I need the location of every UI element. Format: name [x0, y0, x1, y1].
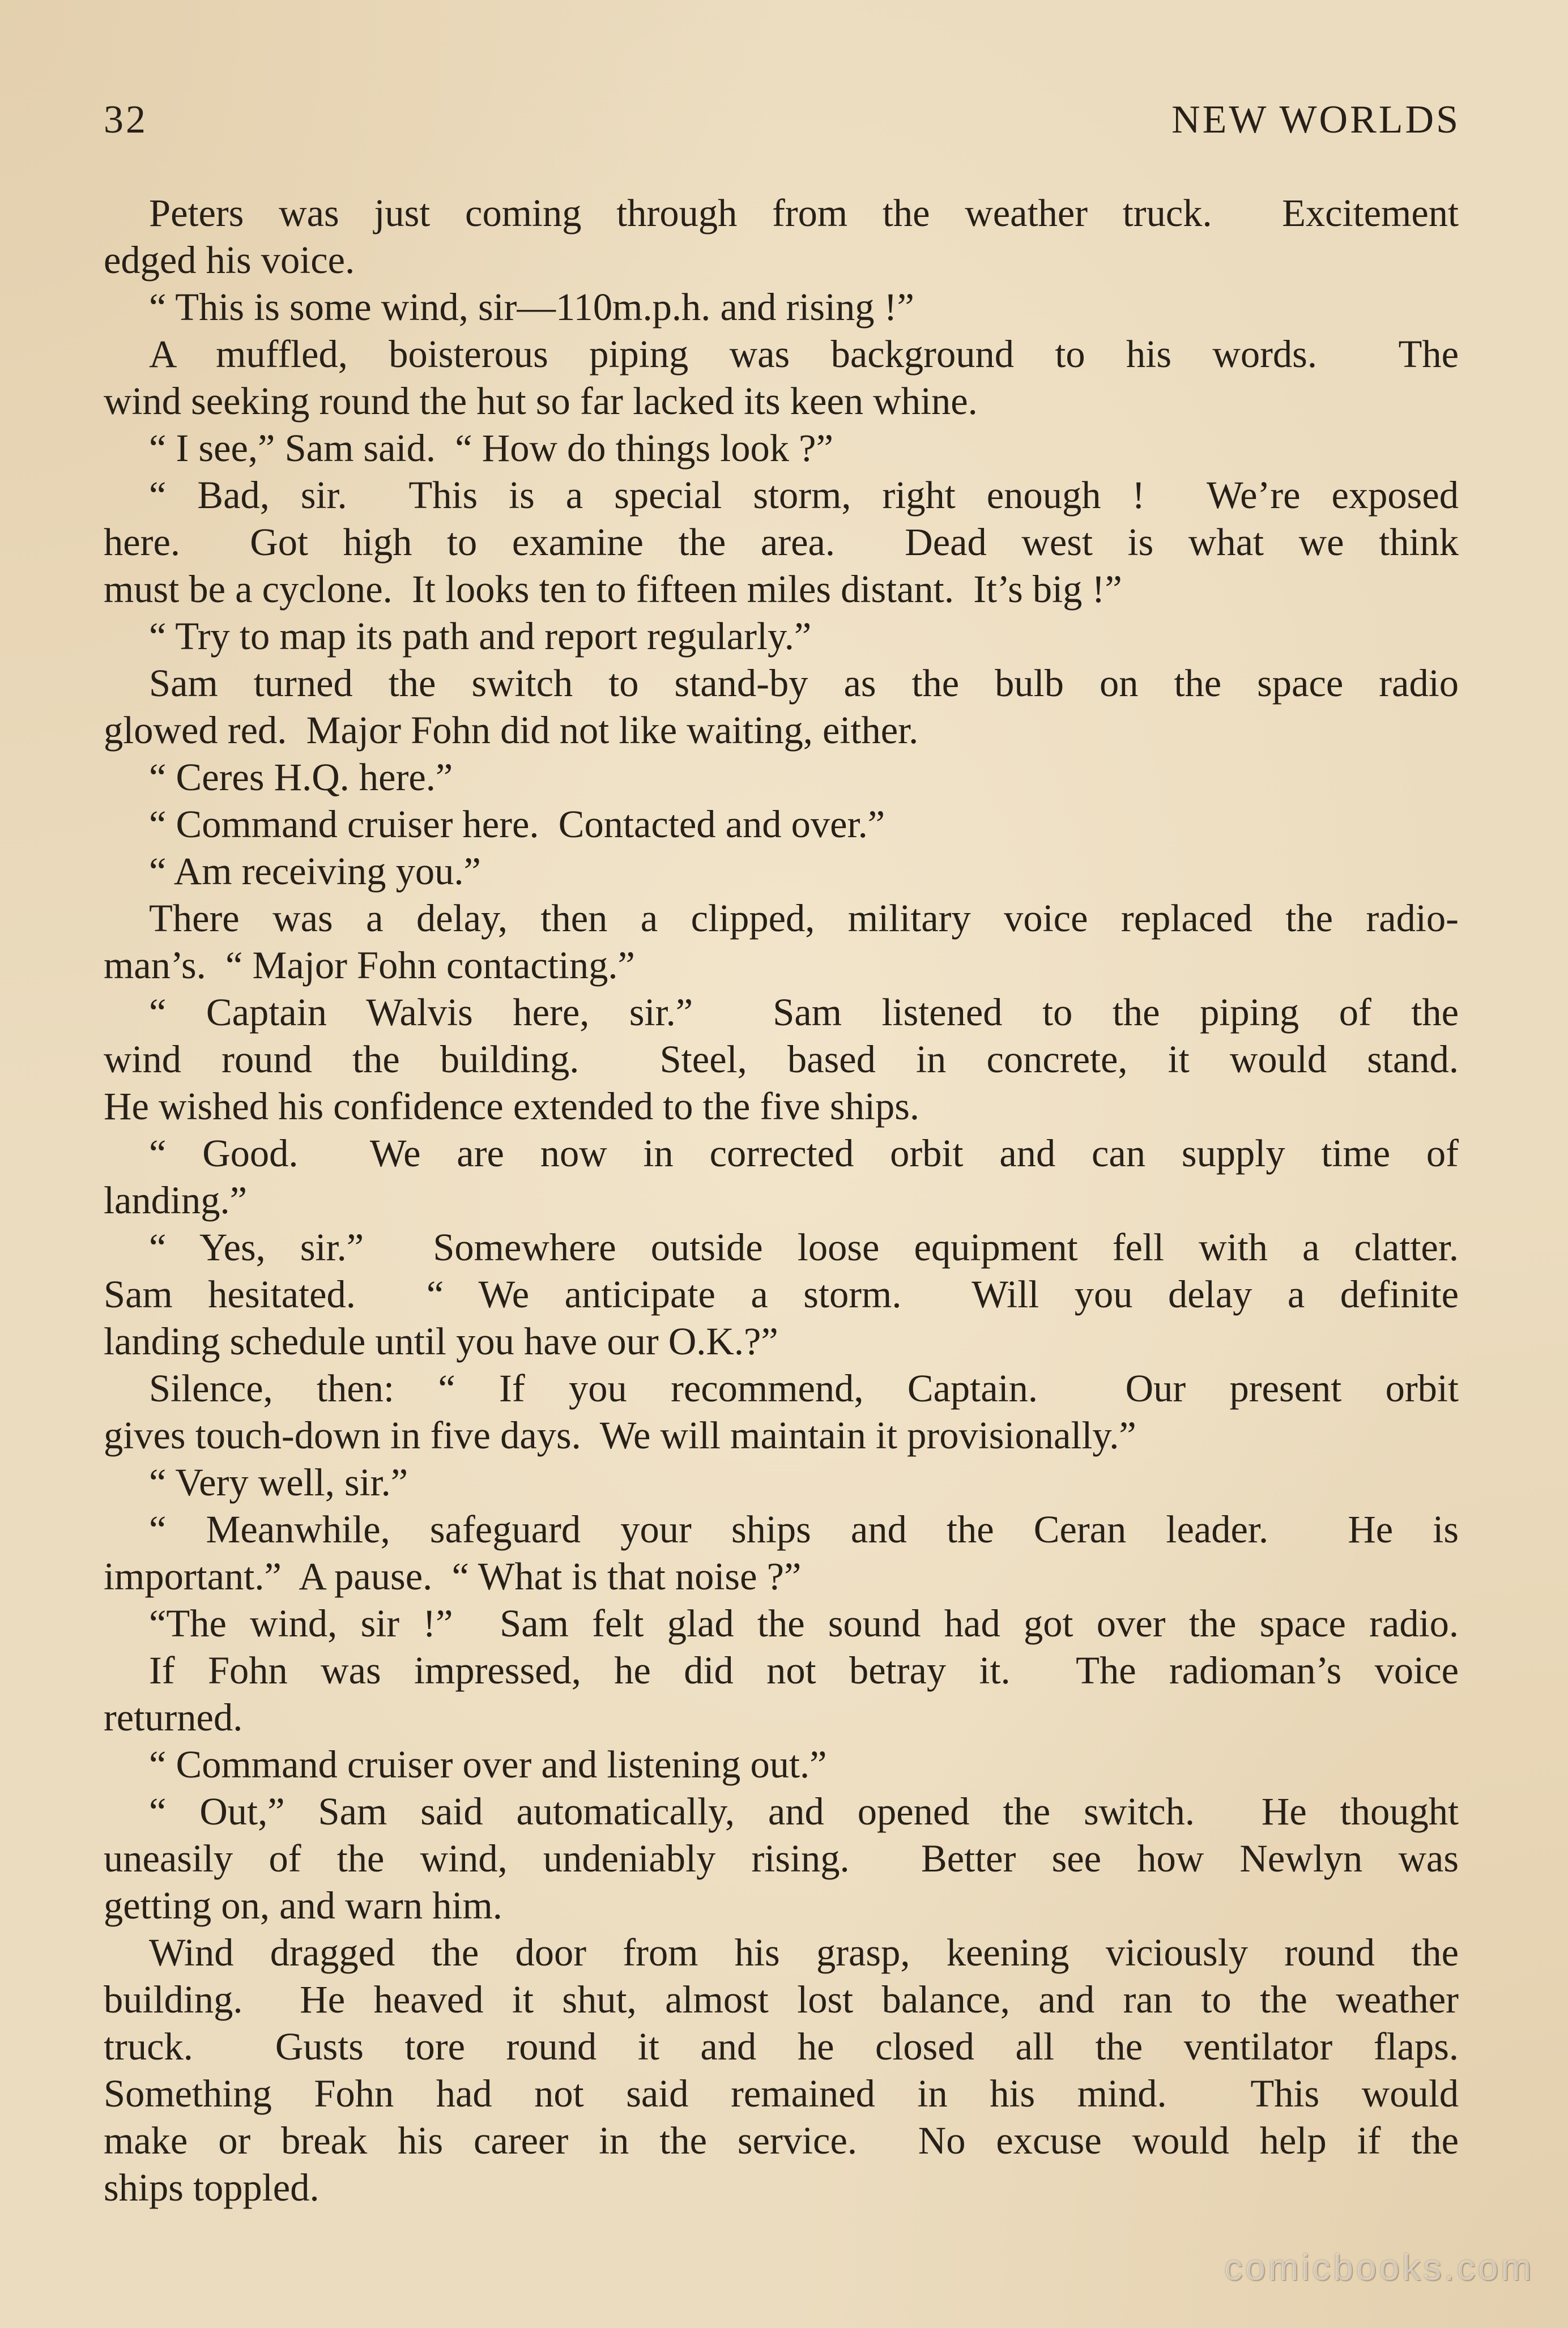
text-line: building. He heaved it shut, almost lost balance, and ran to the weather	[104, 1978, 1459, 2021]
text-line: “The wind, sir !” Sam felt glad the sound had got over the space radio.	[149, 1602, 1459, 1645]
text-line: truck. Gusts tore round it and he closed all the ventilator flaps.	[104, 2025, 1459, 2068]
text-line: Peters was just coming through from the weather truck. Excitement	[149, 191, 1459, 234]
text-line: Silence, then: “ If you recommend, Captain. Our present orbit	[149, 1367, 1459, 1410]
text-line: “ Good. We are now in corrected orbit and can supply time of	[149, 1132, 1459, 1175]
text-line: important.” A pause. “ What is that noise ?”	[104, 1555, 802, 1598]
text-line: “ Ceres H.Q. here.”	[149, 756, 453, 799]
text-line: “ Very well, sir.”	[149, 1461, 408, 1504]
text-line: “ Am receiving you.”	[149, 850, 481, 893]
text-line: returned.	[104, 1696, 243, 1739]
text-line: landing schedule until you have our O.K.?”	[104, 1320, 778, 1363]
text-line: wind seeking round the hut so far lacked its keen whine.	[104, 380, 978, 423]
text-line: There was a delay, then a clipped, military voice replaced the radio-	[149, 897, 1459, 940]
text-line: Wind dragged the door from his grasp, keening viciously round the	[149, 1931, 1459, 1974]
text-line: “ I see,” Sam said. “ How do things look ?”	[149, 427, 833, 470]
text-line: “ Meanwhile, safeguard your ships and the Ceran leader. He is	[149, 1508, 1459, 1551]
text-line: landing.”	[104, 1179, 247, 1222]
text-line: make or break his career in the service. No excuse would help if the	[104, 2119, 1459, 2162]
text-line: glowed red. Major Fohn did not like waiting, either.	[104, 709, 919, 752]
text-line: getting on, and warn him.	[104, 1884, 502, 1927]
text-line: A muffled, boisterous piping was background to his words. The	[149, 332, 1459, 376]
text-line: If Fohn was impressed, he did not betray it. The radioman’s voice	[149, 1649, 1459, 1692]
page-header	[104, 97, 1460, 148]
text-line: must be a cyclone. It looks ten to fifteen miles distant. It’s big !”	[104, 568, 1122, 611]
text-line: “ Command cruiser here. Contacted and over.”	[149, 803, 885, 846]
running-title: NEW WORLDS	[1171, 98, 1460, 142]
text-line: “ This is some wind, sir—110m.p.h. and rising !”	[149, 285, 914, 329]
page-number: 32	[104, 98, 148, 142]
text-line: “ Try to map its path and report regularly.”	[149, 615, 812, 658]
text-line: edged his voice.	[104, 238, 355, 282]
body-text	[104, 190, 1459, 2211]
text-line: Sam hesitated. “ We anticipate a storm. Will you delay a definite	[104, 1273, 1459, 1316]
text-line: “ Command cruiser over and listening out.”	[149, 1743, 827, 1786]
text-line: “ Out,” Sam said automatically, and opened the switch. He thought	[149, 1790, 1459, 1833]
text-line: “ Yes, sir.” Somewhere outside loose equipment fell with a clatter.	[149, 1226, 1459, 1269]
text-line: uneasily of the wind, undeniably rising. Better see how Newlyn was	[104, 1837, 1459, 1880]
text-line: “ Bad, sir. This is a special storm, right enough ! We’re exposed	[149, 474, 1459, 517]
text-line: He wished his confidence extended to the five ships.	[104, 1085, 920, 1128]
text-line: wind round the building. Steel, based in concrete, it would stand.	[104, 1038, 1459, 1081]
text-line: ships toppled.	[104, 2166, 319, 2209]
watermark: comicbooks.com	[1224, 2247, 1534, 2288]
text-line: Sam turned the switch to stand-by as the bulb on the space radio	[149, 662, 1459, 705]
text-line: here. Got high to examine the area. Dead west is what we think	[104, 521, 1459, 564]
text-line: man’s. “ Major Fohn contacting.”	[104, 944, 635, 987]
text-line: Something Fohn had not said remained in his mind. This would	[104, 2072, 1459, 2115]
text-line: “ Captain Walvis here, sir.” Sam listened to the piping of the	[149, 991, 1459, 1034]
text-line: gives touch-down in five days. We will maintain it provisionally.”	[104, 1414, 1136, 1457]
